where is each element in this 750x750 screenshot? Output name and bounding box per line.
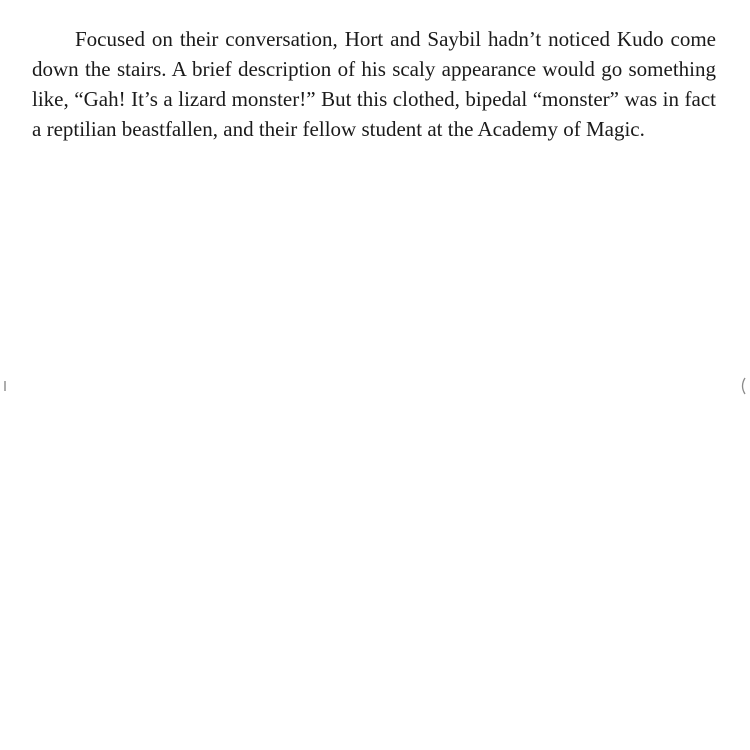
right-edge-mark xyxy=(740,376,746,396)
body-paragraph: Focused on their conversation, Hort and Saybil hadn’t noticed Kudo come down the stairs. A brief description of his scaly appearance would go something like, “Gah! It’s a lizard monster!” But this clothed, bipedal “monster” was in fact a reptilian beastfallen, and their fellow student at the Academy of Magic. xyxy=(32,27,716,141)
left-edge-mark xyxy=(3,376,9,396)
